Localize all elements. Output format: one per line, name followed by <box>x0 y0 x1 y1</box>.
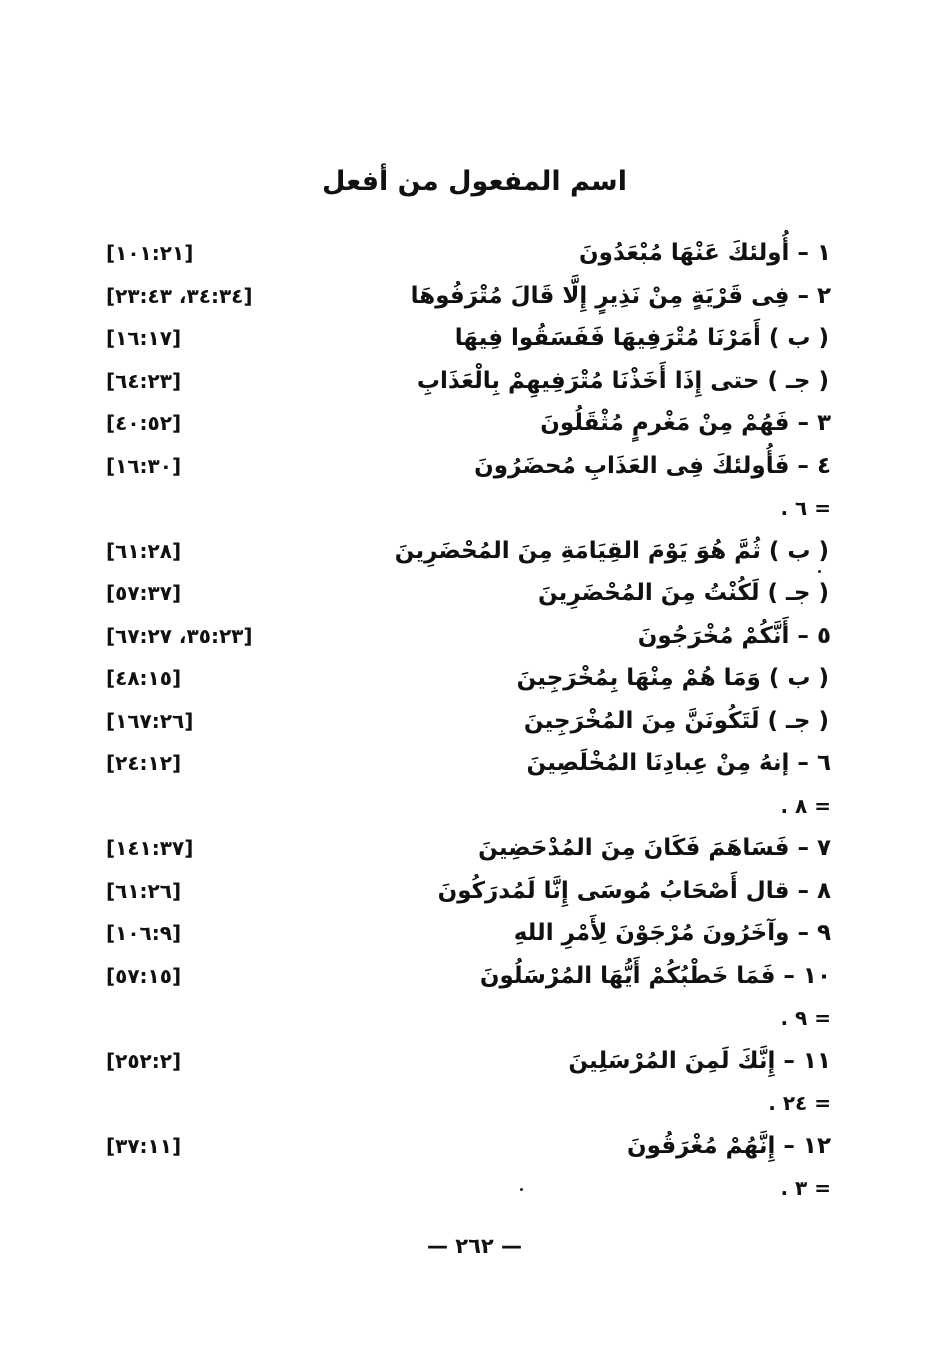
list-item <box>0 317 949 360</box>
entry-text: ٩ – وآخَرُونَ مُرْجَوْنَ لِأَمْرِ اللهِ <box>513 920 831 946</box>
entry-note: = ٩ . <box>780 1006 831 1030</box>
list-item <box>0 870 949 913</box>
entry-reference: [١٦:١٧] <box>106 326 182 350</box>
entry-reference: [١٦٧:٢٦] <box>106 708 194 733</box>
entry-text: ( ب ) أَمَرْنَا مُتْرَفِيهَا فَفَسَقُوا فِيهَا <box>454 325 829 351</box>
entry-text: ( جـ ) لَتَكُونَنَّ مِنَ المُخْرَجِينَ <box>523 707 829 734</box>
entry-list <box>0 232 949 1210</box>
entry-reference: [٢٥٢:٢] <box>106 1048 182 1073</box>
list-item <box>0 275 949 318</box>
entry-text: ( جـ ) لَكُنْتُ مِنَ المُحْضَرِينَ <box>537 580 829 606</box>
list-item <box>0 955 949 998</box>
page-number: — ٢٦٢ — <box>426 1234 523 1258</box>
entry-reference: [١٤١:٣٧] <box>106 836 194 860</box>
entry-text: ( ب ) ثُمَّ هُوَ يَوْمَ القِيَامَةِ مِنَ المُحْضَرِينَ <box>394 537 829 564</box>
list-item <box>0 615 949 658</box>
entry-text: ٣ – فَهُمْ مِنْ مَغْرمٍ مُثْقَلُونَ <box>540 410 831 436</box>
list-item <box>0 530 949 573</box>
entry-reference: [٣٧:١١] <box>106 1133 182 1158</box>
entry-reference: [٣٤:٣٤، ٢٣:٤٣] <box>106 283 253 308</box>
list-item <box>0 402 949 445</box>
entry-reference: [٦١:٢٦] <box>106 878 182 903</box>
entry-text: ١٠ – فَمَا خَطْبُكُمْ أَيُّهَا المُرْسَلُونَ <box>479 962 831 989</box>
entry-text: ١١ – إِنَّكَ لَمِنَ المُرْسَلِينَ <box>568 1047 831 1074</box>
entry-text: ١٢ – إِنَّهُمْ مُغْرَقُونَ <box>627 1132 831 1159</box>
entry-text: ( ب ) وَمَا هُمْ مِنْهَا بِمُخْرَجِينَ <box>516 665 829 691</box>
entry-text: ٢ – فِى قَرْيَةٍ مِنْ نَذِيرٍ إِلَّا قَالَ مُتْرَفُوهَا <box>410 282 831 309</box>
entry-reference: [٤٠:٥٢] <box>106 411 182 435</box>
list-item <box>0 445 949 488</box>
list-item <box>0 360 949 403</box>
entry-note: = ٣ . <box>780 1176 831 1200</box>
list-item <box>0 912 949 955</box>
entry-reference: [٦٤:٢٣] <box>106 368 182 393</box>
list-item <box>0 997 949 1040</box>
print-speck <box>520 1188 523 1191</box>
entry-reference: [٣٥:٢٣، ٦٧:٢٧] <box>106 623 253 648</box>
entry-text: ٥ – أَنَّكُمْ مُخْرَجُونَ <box>637 622 831 649</box>
entry-text: ( جـ ) حتى إِذَا أَخَذْنَا مُتْرَفِيهِمْ بِالْعَذَابِ <box>416 367 829 394</box>
list-item <box>0 1040 949 1083</box>
entry-reference: [١٠٦:٩] <box>106 921 182 945</box>
list-item <box>0 700 949 743</box>
entry-note: = ٨ . <box>780 793 831 818</box>
list-item <box>0 827 949 870</box>
entry-reference: [٥٧:١٥] <box>106 963 182 988</box>
list-item <box>0 1082 949 1125</box>
list-item <box>0 1167 949 1210</box>
page-title: اسم المفعول من أفعل <box>322 166 627 197</box>
entry-text: ٦ – إنهُ مِنْ عِبادِنَا المُخْلَصِينَ <box>526 750 831 776</box>
list-item <box>0 785 949 828</box>
entry-reference: [٥٧:٣٧] <box>106 581 182 605</box>
entry-reference: [٤٨:١٥] <box>106 666 182 690</box>
list-item <box>0 742 949 785</box>
list-item <box>0 1125 949 1168</box>
entry-text: ٧ – فَسَاهَمَ فَكَانَ مِنَ المُدْحَضِينَ <box>478 835 831 861</box>
entry-note: = ٦ . <box>780 496 831 520</box>
list-item <box>0 572 949 615</box>
entry-reference: [٦١:٢٨] <box>106 538 182 563</box>
list-item <box>0 487 949 530</box>
entry-text: ١ – أُولئكَ عَنْهَا مُبْعَدُونَ <box>579 240 831 266</box>
entry-text: ٤ – فَأُولئكَ فِى العَذَابِ مُحضَرُونَ <box>474 452 831 479</box>
list-item <box>0 657 949 700</box>
list-item <box>0 232 949 275</box>
entry-text: ٨ – قال أَصْحَابُ مُوسَى إِنَّا لَمُدرَكُونَ <box>437 877 831 904</box>
entry-reference: [١٦:٣٠] <box>106 453 182 478</box>
entry-note: = ٢٤ . <box>768 1091 831 1115</box>
print-speck <box>818 570 821 573</box>
entry-reference: [٢٤:١٢] <box>106 751 182 775</box>
entry-reference: [١٠١:٢١] <box>106 241 194 265</box>
